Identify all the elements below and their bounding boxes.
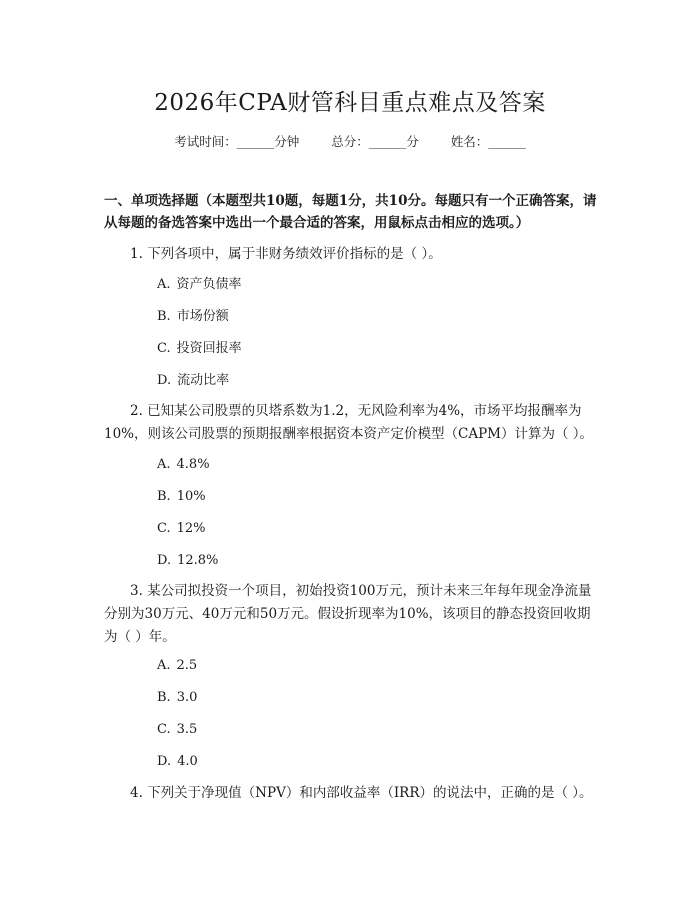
option-3a[interactable]: [157, 657, 197, 675]
option-text: 资产负债率: [176, 277, 242, 292]
option-letter: A.: [157, 658, 171, 673]
option-1a[interactable]: [157, 276, 242, 294]
question-2: 2. 已知某公司股票的贝塔系数为1.2，无风险利率为4%，市场平均报酬率为10%，则该公司股票的预期报酬率根据资本资产定价模型（CAPM）计算为（ ）。: [104, 403, 594, 442]
option-text: 市场份额: [176, 309, 229, 324]
option-text: 4.8%: [176, 457, 210, 472]
question-1: 1. 下列各项中，属于非财务绩效评价指标的是（ ）。: [130, 246, 442, 262]
exam-time: 考试时间：______分钟: [174, 134, 300, 149]
option-text: 流动比率: [177, 373, 230, 388]
option-letter: D.: [157, 754, 172, 769]
exam-meta: [0, 132, 700, 150]
option-letter: D.: [157, 553, 172, 568]
option-letter: D.: [157, 373, 172, 388]
option-3c[interactable]: [157, 721, 197, 739]
option-1c[interactable]: [157, 340, 242, 358]
option-letter: B.: [157, 309, 171, 324]
exam-score: 总分：______分: [331, 134, 419, 149]
option-letter: B.: [157, 489, 171, 504]
option-1b[interactable]: [157, 308, 229, 326]
option-letter: C.: [157, 722, 171, 737]
option-text: 4.0: [177, 754, 198, 769]
option-letter: C.: [157, 341, 171, 356]
option-text: 10%: [176, 489, 206, 504]
option-3b[interactable]: [157, 689, 197, 707]
option-text: 12.8%: [177, 553, 219, 568]
option-2d[interactable]: [157, 552, 218, 570]
option-1d[interactable]: [157, 372, 229, 390]
option-2a[interactable]: [157, 456, 210, 474]
option-text: 2.5: [176, 658, 198, 673]
option-text: 3.0: [176, 690, 198, 705]
option-letter: B.: [157, 690, 171, 705]
option-3d[interactable]: [157, 753, 198, 771]
option-letter: A.: [157, 457, 171, 472]
question-3: 3. 某公司拟投资一个项目，初始投资100万元，预计未来三年每年现金净流量分别为30万元、40万元和50万元。假设折现率为10%，该项目的静态投资回收期为（ ）年。: [104, 583, 592, 645]
option-letter: C.: [157, 521, 171, 536]
option-text: 投资回报率: [176, 341, 242, 356]
option-letter: A.: [157, 277, 171, 292]
section-heading: 一、单项选择题（本题型共10题，每题1分，共10分。每题只有一个正确答案，请从每题的备选答案中选出一个最合适的答案，用鼠标点击相应的选项。）: [104, 193, 597, 231]
exam-name: 姓名：______: [450, 134, 526, 149]
option-2c[interactable]: [157, 520, 206, 538]
option-text: 12%: [176, 521, 206, 536]
option-text: 3.5: [176, 722, 198, 737]
page-title: 2026年CPA财管科目重点难点及答案: [154, 90, 546, 116]
question-4: 4. 下列关于净现值（NPV）和内部收益率（IRR）的说法中，正确的是（ ）。: [130, 785, 593, 801]
option-2b[interactable]: [157, 488, 206, 506]
